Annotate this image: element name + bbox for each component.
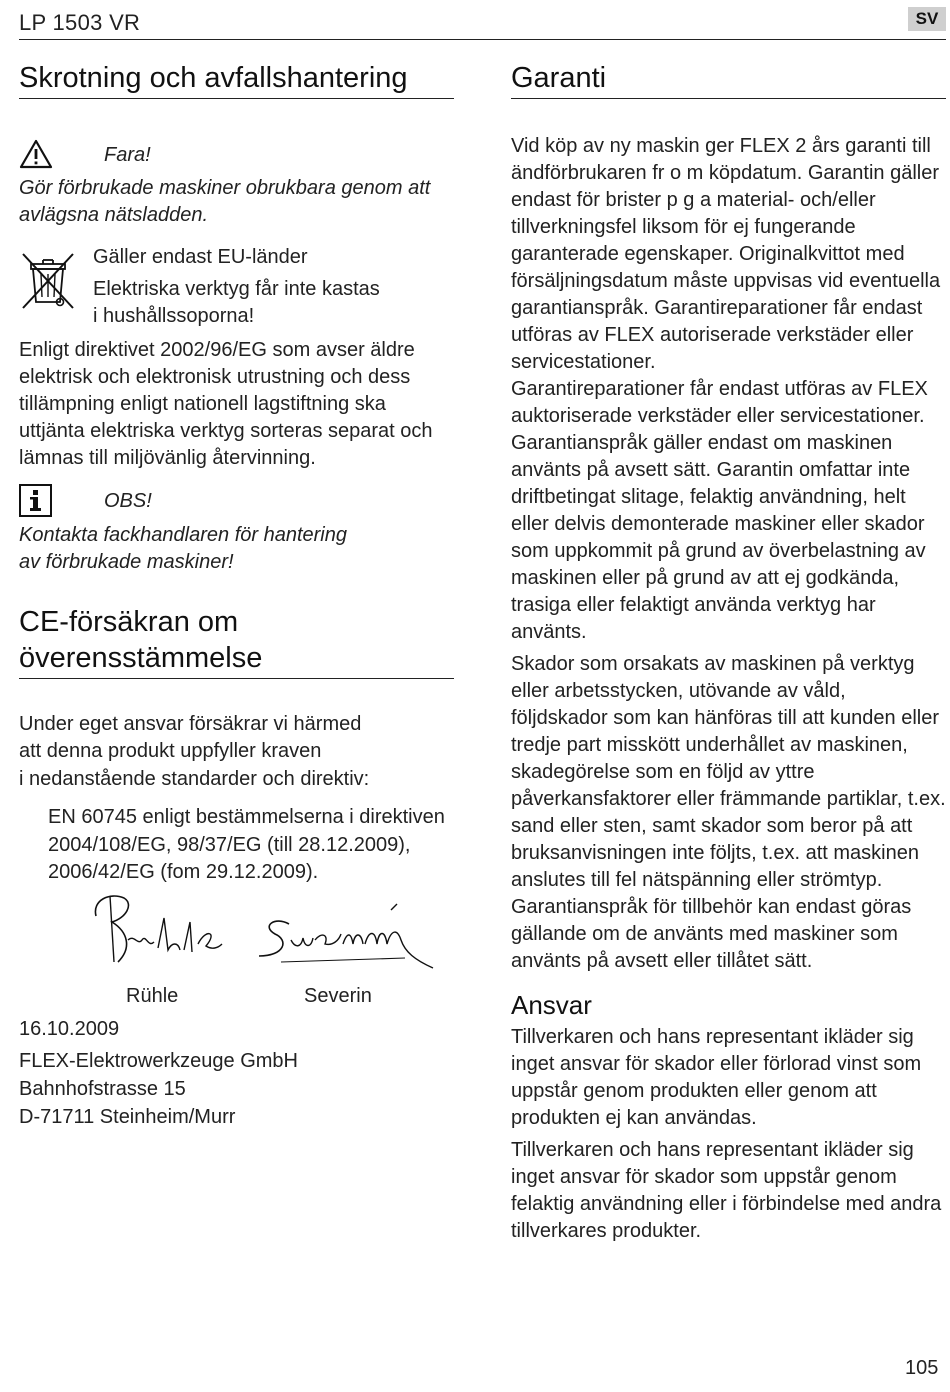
crossed-out-bin-icon	[19, 250, 77, 312]
warning-triangle-icon	[19, 139, 53, 169]
ce-heading-line-1: CE-försäkran om	[19, 606, 239, 638]
warranty-paragraph-3: Garantianspråk gäller endast om maskinen använts på avsett sätt. Garantin omfattar inte driftbetingat slitage, felaktig användning, helt eller delvis demonterade maskiner eller skador som uppkommit på grund av överbelastning av maskinen eller på grund av att ej godkända, trasiga eller felaktigt använda verktyg har använts.	[511, 432, 926, 643]
ce-intro-line-1: Under eget ansvar försäkrar vi härmed	[19, 713, 362, 735]
standards-line-1: EN 60745 enligt bestämmelserna i direktiven	[48, 806, 445, 828]
eu-warning-line-2: i hushållssoporna!	[93, 305, 255, 327]
ce-heading-line-2: överensstämmelse	[19, 642, 263, 674]
disposal-heading-rule	[19, 98, 454, 99]
standards-line-3: 2006/42/EG (fom 29.12.2009).	[48, 861, 319, 883]
danger-label: Fara!	[104, 144, 151, 166]
warranty-heading-rule	[511, 98, 946, 99]
ce-heading-rule	[19, 678, 454, 679]
warranty-heading: Garanti	[511, 62, 607, 94]
signature-severin	[255, 900, 445, 972]
ce-intro-line-2: att denna produkt uppfyller kraven	[19, 740, 322, 762]
warranty-body	[511, 133, 947, 975]
danger-text: Gör förbrukade maskiner obrukbara genom att avlägsna nätsladden.	[19, 177, 431, 226]
note-label: OBS!	[104, 490, 152, 512]
directive-text: Enligt direktivet 2002/96/EG som avser äldre elektrisk och elektronisk utrustning och dess tillämpning enligt nationell lagstiftning ska uttjänta elektriska verktyg sorteras separat och lämnas till miljövänlig återvinning.	[19, 339, 433, 469]
disposal-heading: Skrotning och avfallshantering	[19, 62, 408, 94]
page-number: 105	[905, 1357, 939, 1379]
liability-body	[511, 1024, 947, 1245]
language-badge: SV	[908, 7, 946, 31]
header-divider	[19, 39, 946, 40]
standards-line-2: 2004/108/EG, 98/37/EG (till 28.12.2009),	[48, 834, 411, 856]
warranty-paragraph-4: Skador som orsakats av maskinen på verktyg eller arbetsstycken, utövande av våld, följdskador som kan hänföras till att kunden eller tredje part misskött underhållet av maskinen, skadegörelse som en följd av yttre påverkansfaktorer eller främmande partiklar, t.ex. sand eller sten, samt skador som beror på att bruksanvisningen inte följts, t.ex. att maskinen anslutes till fel nätspänning eller strömtyp. Garantianspråk för tillbehör kan endast göras gällande om de använts med maskiner som använts på avsett eller tillåtet sätt.	[511, 653, 946, 972]
eu-only-text: Gäller endast EU-länder	[93, 246, 308, 268]
declaration-date: 16.10.2009	[19, 1018, 120, 1040]
company-name: FLEX-Elektrowerkzeuge GmbH	[19, 1050, 298, 1072]
liability-paragraph-2: Tillverkaren och hans representant ikläder sig inget ansvar för skador som uppstår genom felaktig användning eller i förbindelse med andra tillverkares produkter.	[511, 1139, 942, 1242]
liability-heading: Ansvar	[511, 990, 592, 1020]
signer-name-severin: Severin	[304, 985, 372, 1007]
signer-name-ruhle: Rühle	[126, 985, 179, 1007]
ce-intro-line-3: i nedanstående standarder och direktiv:	[19, 768, 370, 790]
company-city: D-71711 Steinheim/Murr	[19, 1106, 236, 1128]
liability-paragraph-1: Tillverkaren och hans representant ikläder sig inget ansvar för skador eller förlorad vinst som uppstår genom produkten eller genom att produkten ej kan användas.	[511, 1026, 922, 1129]
note-text-line-1: Kontakta fackhandlaren för hantering	[19, 524, 347, 546]
info-icon	[19, 484, 52, 517]
company-street: Bahnhofstrasse 15	[19, 1078, 186, 1100]
eu-warning-line-1: Elektriska verktyg får inte kastas	[93, 278, 380, 300]
note-text-line-2: av förbrukade maskiner!	[19, 551, 234, 573]
warranty-paragraph-2: Garantireparationer får endast utföras av FLEX auktoriserade verkstäder eller servicestationer.	[511, 378, 928, 427]
document-title: LP 1503 VR	[19, 10, 141, 35]
signature-ruhle	[88, 888, 228, 973]
warranty-paragraph-1: Vid köp av ny maskin ger FLEX 2 års garanti till ändförbrukaren fr o m köpdatum. Garantin gäller endast för brister p g a material- och/eller tillverkningsfel liksom för ej fungerande garanterade egenskaper. Originalkvittot med försäljningsdatum måste uppvisas vid eventuella garantianspråk. Garantireparationer får endast utföras av FLEX autoriserade verkstäder eller servicestationer.	[511, 135, 941, 373]
